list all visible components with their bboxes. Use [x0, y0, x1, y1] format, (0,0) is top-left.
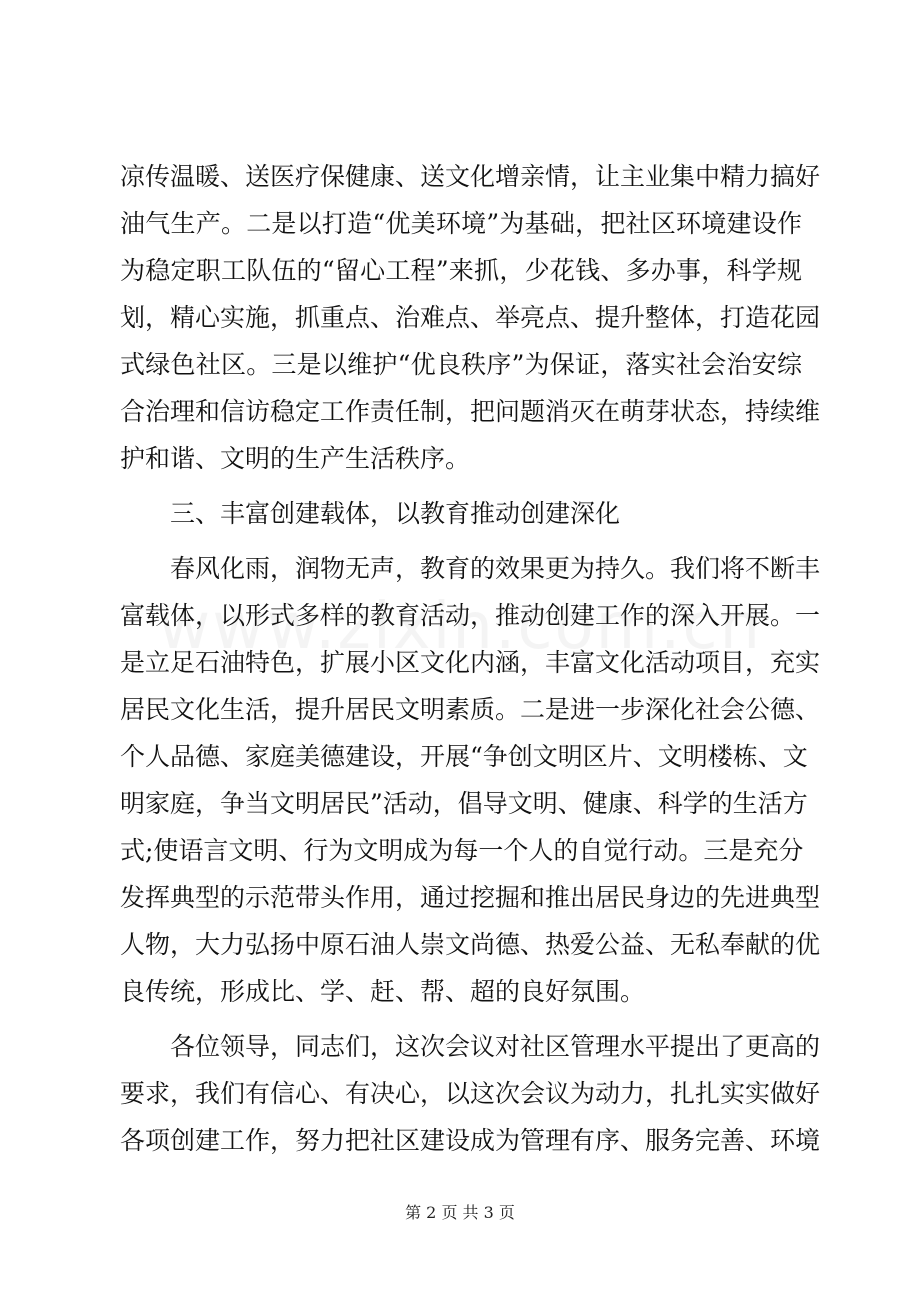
page-number-footer: 第 2 页 共 3 页 — [405, 1203, 515, 1222]
text-line: 式绿色社区。三是以维护“优良秩序”为保证，落实社会治安综 — [120, 350, 802, 379]
text-line: 护和谐、文明的生产生活秩序。 — [120, 444, 471, 473]
text-line: 凉传温暖、送医疗保健康、送文化增亲情，让主业集中精力搞好 — [120, 162, 821, 191]
text-line: 油气生产。二是以打造“优美环境”为基础，把社区环境建设作 — [120, 209, 802, 238]
text-line: 明家庭，争当文明居民”活动，倡导文明、健康、科学的生活方 — [120, 789, 808, 818]
text-line: 式;使语言文明、行为文明成为每一个人的自觉行动。三是充分 — [120, 836, 804, 865]
paragraph — [120, 1023, 821, 1164]
text-line: 发挥典型的示范带头作用，通过挖掘和推出居民身边的先进典型 — [120, 883, 821, 912]
text-line: 各位领导，同志们，这次会议对社区管理水平提出了更高的 — [120, 1032, 821, 1061]
text-line: 为稳定职工队伍的“留心工程”来抓，少花钱、多办事，科学规 — [120, 256, 802, 285]
text-line: 三、丰富创建载体，以教育推动创建深化 — [120, 499, 621, 528]
text-line: 各项创建工作，努力把社区建设成为管理有序、服务完善、环境 — [120, 1126, 821, 1155]
paragraph — [120, 153, 821, 482]
section-heading — [120, 490, 802, 537]
text-line: 要求，我们有信心、有决心，以这次会议为动力，扎扎实实做好 — [120, 1079, 821, 1108]
text-line: 良传统，形成比、学、赶、帮、超的良好氛围。 — [120, 977, 646, 1006]
text-line: 人物，大力弘扬中原石油人崇文尚德、热爱公益、无私奉献的优 — [120, 930, 821, 959]
text-line: 合治理和信访稳定工作责任制，把问题消灭在萌芽状态，持续维 — [120, 397, 821, 426]
text-line: 划，精心实施，抓重点、治难点、举亮点、提升整体，打造花园 — [120, 303, 821, 332]
text-line: 富载体，以形式多样的教育活动，推动创建工作的深入开展。一 — [120, 601, 821, 630]
document-body — [120, 153, 821, 1164]
text-line: 春风化雨，润物无声，教育的效果更为持久。我们将不断丰 — [120, 554, 821, 583]
paragraph — [120, 545, 821, 1015]
text-line: 是立足石油特色，扩展小区文化内涵，丰富文化活动项目，充实 — [120, 648, 821, 677]
text-line: 个人品德、家庭美德建设，开展“争创文明区片、文明楼栋、文 — [120, 742, 808, 771]
text-line: 居民文化生活，提升居民文明素质。二是进一步深化社会公德、 — [120, 695, 821, 724]
